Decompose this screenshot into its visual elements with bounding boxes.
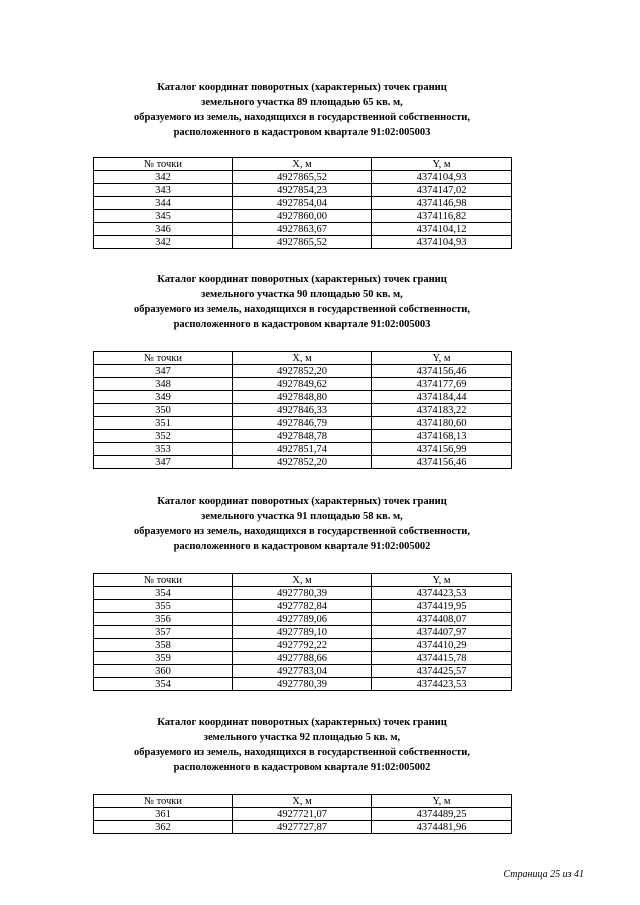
cell-x-coordinate: 4927854,04 bbox=[233, 197, 372, 210]
cell-y-coordinate: 4374156,46 bbox=[372, 365, 512, 378]
column-header-point: № точки bbox=[94, 158, 233, 171]
cell-point-number: 359 bbox=[94, 652, 233, 665]
cell-y-coordinate: 4374156,46 bbox=[372, 456, 512, 469]
cell-y-coordinate: 4374156,99 bbox=[372, 443, 512, 456]
table-row bbox=[94, 600, 512, 613]
heading-line: расположенного в кадастровом квартале 91:02:005003 bbox=[173, 319, 431, 330]
table-row bbox=[94, 210, 512, 223]
table-body bbox=[94, 587, 512, 691]
heading-line: образуемого из земель, находящихся в государственной собственности, bbox=[134, 526, 470, 537]
column-header-point: № точки bbox=[94, 795, 233, 808]
column-header-point: № точки bbox=[94, 352, 233, 365]
heading-line: Каталог координат поворотных (характерных) точек границ bbox=[157, 82, 447, 93]
table-row bbox=[94, 665, 512, 678]
table-row bbox=[94, 171, 512, 184]
cell-point-number: 346 bbox=[94, 223, 233, 236]
cell-y-coordinate: 4374168,13 bbox=[372, 430, 512, 443]
table-row bbox=[94, 404, 512, 417]
column-header-y: Y, м bbox=[372, 158, 512, 171]
cell-y-coordinate: 4374146,98 bbox=[372, 197, 512, 210]
column-header-y: Y, м bbox=[372, 574, 512, 587]
column-header-point: № точки bbox=[94, 574, 233, 587]
cell-point-number: 354 bbox=[94, 678, 233, 691]
cell-y-coordinate: 4374407,97 bbox=[372, 626, 512, 639]
catalog-section bbox=[93, 494, 511, 690]
table-body bbox=[94, 171, 512, 249]
heading-line: образуемого из земель, находящихся в государственной собственности, bbox=[134, 112, 470, 123]
table-header-row bbox=[94, 352, 512, 365]
column-header-y: Y, м bbox=[372, 795, 512, 808]
cell-x-coordinate: 4927792,22 bbox=[233, 639, 372, 652]
cell-x-coordinate: 4927780,39 bbox=[233, 678, 372, 691]
table-header-row bbox=[94, 158, 512, 171]
cell-point-number: 345 bbox=[94, 210, 233, 223]
table-row bbox=[94, 639, 512, 652]
coordinates-table bbox=[93, 351, 512, 469]
cell-point-number: 344 bbox=[94, 197, 233, 210]
cell-point-number: 349 bbox=[94, 391, 233, 404]
table-row bbox=[94, 821, 512, 834]
table-header-row bbox=[94, 574, 512, 587]
table-row bbox=[94, 456, 512, 469]
table-row bbox=[94, 184, 512, 197]
cell-point-number: 355 bbox=[94, 600, 233, 613]
cell-point-number: 343 bbox=[94, 184, 233, 197]
column-header-x: X, м bbox=[233, 352, 372, 365]
cell-point-number: 356 bbox=[94, 613, 233, 626]
cell-point-number: 347 bbox=[94, 456, 233, 469]
heading-line: земельного участка 90 площадью 50 кв. м, bbox=[201, 289, 403, 300]
cell-x-coordinate: 4927727,87 bbox=[233, 821, 372, 834]
heading-line: расположенного в кадастровом квартале 91:02:005002 bbox=[173, 541, 431, 552]
heading-line: Каталог координат поворотных (характерных) точек границ bbox=[157, 717, 447, 728]
table-row bbox=[94, 808, 512, 821]
cell-x-coordinate: 4927851,74 bbox=[233, 443, 372, 456]
cell-point-number: 360 bbox=[94, 665, 233, 678]
cell-x-coordinate: 4927860,00 bbox=[233, 210, 372, 223]
heading-line: Каталог координат поворотных (характерных) точек границ bbox=[157, 274, 447, 285]
table-row bbox=[94, 236, 512, 249]
cell-point-number: 348 bbox=[94, 378, 233, 391]
cell-point-number: 362 bbox=[94, 821, 233, 834]
catalog-heading bbox=[93, 715, 511, 775]
catalog-section bbox=[93, 715, 511, 833]
heading-line: Каталог координат поворотных (характерных) точек границ bbox=[157, 496, 447, 507]
heading-line: земельного участка 92 площадью 5 кв. м, bbox=[203, 732, 401, 743]
page-number: Страница 25 из 41 bbox=[503, 869, 584, 880]
cell-point-number: 354 bbox=[94, 587, 233, 600]
cell-x-coordinate: 4927865,52 bbox=[233, 236, 372, 249]
cell-y-coordinate: 4374423,53 bbox=[372, 678, 512, 691]
table-row bbox=[94, 652, 512, 665]
heading-line: образуемого из земель, находящихся в государственной собственности, bbox=[134, 304, 470, 315]
cell-point-number: 352 bbox=[94, 430, 233, 443]
table-row bbox=[94, 197, 512, 210]
cell-x-coordinate: 4927848,78 bbox=[233, 430, 372, 443]
cell-point-number: 342 bbox=[94, 236, 233, 249]
column-header-y: Y, м bbox=[372, 352, 512, 365]
heading-line: земельного участка 91 площадью 58 кв. м, bbox=[201, 511, 403, 522]
cell-point-number: 361 bbox=[94, 808, 233, 821]
table-row bbox=[94, 626, 512, 639]
cell-y-coordinate: 4374489,25 bbox=[372, 808, 512, 821]
cell-point-number: 357 bbox=[94, 626, 233, 639]
cell-point-number: 342 bbox=[94, 171, 233, 184]
cell-x-coordinate: 4927782,84 bbox=[233, 600, 372, 613]
cell-x-coordinate: 4927846,79 bbox=[233, 417, 372, 430]
cell-y-coordinate: 4374415,78 bbox=[372, 652, 512, 665]
table-row bbox=[94, 365, 512, 378]
cell-y-coordinate: 4374419,95 bbox=[372, 600, 512, 613]
cell-y-coordinate: 4374104,93 bbox=[372, 236, 512, 249]
cell-y-coordinate: 4374425,57 bbox=[372, 665, 512, 678]
cell-y-coordinate: 4374408,07 bbox=[372, 613, 512, 626]
cell-x-coordinate: 4927865,52 bbox=[233, 171, 372, 184]
cell-point-number: 353 bbox=[94, 443, 233, 456]
cell-y-coordinate: 4374104,93 bbox=[372, 171, 512, 184]
cell-y-coordinate: 4374481,96 bbox=[372, 821, 512, 834]
table-row bbox=[94, 378, 512, 391]
table-row bbox=[94, 391, 512, 404]
catalog-section bbox=[93, 80, 511, 248]
column-header-x: X, м bbox=[233, 795, 372, 808]
cell-y-coordinate: 4374410,29 bbox=[372, 639, 512, 652]
table-row bbox=[94, 678, 512, 691]
cell-y-coordinate: 4374177,69 bbox=[372, 378, 512, 391]
table-row bbox=[94, 613, 512, 626]
cell-x-coordinate: 4927852,20 bbox=[233, 456, 372, 469]
cell-point-number: 347 bbox=[94, 365, 233, 378]
cell-x-coordinate: 4927854,23 bbox=[233, 184, 372, 197]
catalog-section bbox=[93, 272, 511, 468]
cell-y-coordinate: 4374423,53 bbox=[372, 587, 512, 600]
cell-y-coordinate: 4374104,12 bbox=[372, 223, 512, 236]
table-row bbox=[94, 417, 512, 430]
cell-point-number: 350 bbox=[94, 404, 233, 417]
table-row bbox=[94, 587, 512, 600]
catalog-heading bbox=[93, 80, 511, 140]
coordinates-table bbox=[93, 157, 512, 249]
table-header-row bbox=[94, 795, 512, 808]
cell-x-coordinate: 4927846,33 bbox=[233, 404, 372, 417]
table-row bbox=[94, 443, 512, 456]
heading-line: земельного участка 89 площадью 65 кв. м, bbox=[201, 97, 403, 108]
table-body bbox=[94, 365, 512, 469]
cell-y-coordinate: 4374147,02 bbox=[372, 184, 512, 197]
cell-x-coordinate: 4927721,07 bbox=[233, 808, 372, 821]
cell-x-coordinate: 4927789,06 bbox=[233, 613, 372, 626]
cell-x-coordinate: 4927848,80 bbox=[233, 391, 372, 404]
cell-x-coordinate: 4927863,67 bbox=[233, 223, 372, 236]
heading-line: образуемого из земель, находящихся в государственной собственности, bbox=[134, 747, 470, 758]
cell-x-coordinate: 4927783,04 bbox=[233, 665, 372, 678]
table-row bbox=[94, 430, 512, 443]
cell-y-coordinate: 4374183,22 bbox=[372, 404, 512, 417]
cell-y-coordinate: 4374116,82 bbox=[372, 210, 512, 223]
cell-x-coordinate: 4927780,39 bbox=[233, 587, 372, 600]
coordinates-table bbox=[93, 794, 512, 834]
cell-point-number: 351 bbox=[94, 417, 233, 430]
table-body bbox=[94, 808, 512, 834]
heading-line: расположенного в кадастровом квартале 91:02:005002 bbox=[173, 762, 431, 773]
cell-y-coordinate: 4374184,44 bbox=[372, 391, 512, 404]
column-header-x: X, м bbox=[233, 158, 372, 171]
cell-x-coordinate: 4927789,10 bbox=[233, 626, 372, 639]
cell-point-number: 358 bbox=[94, 639, 233, 652]
table-row bbox=[94, 223, 512, 236]
catalog-heading bbox=[93, 272, 511, 332]
column-header-x: X, м bbox=[233, 574, 372, 587]
cell-y-coordinate: 4374180,60 bbox=[372, 417, 512, 430]
cell-x-coordinate: 4927788,66 bbox=[233, 652, 372, 665]
catalog-heading bbox=[93, 494, 511, 554]
heading-line: расположенного в кадастровом квартале 91:02:005003 bbox=[173, 127, 431, 138]
coordinates-table bbox=[93, 573, 512, 691]
cell-x-coordinate: 4927852,20 bbox=[233, 365, 372, 378]
cell-x-coordinate: 4927849,62 bbox=[233, 378, 372, 391]
